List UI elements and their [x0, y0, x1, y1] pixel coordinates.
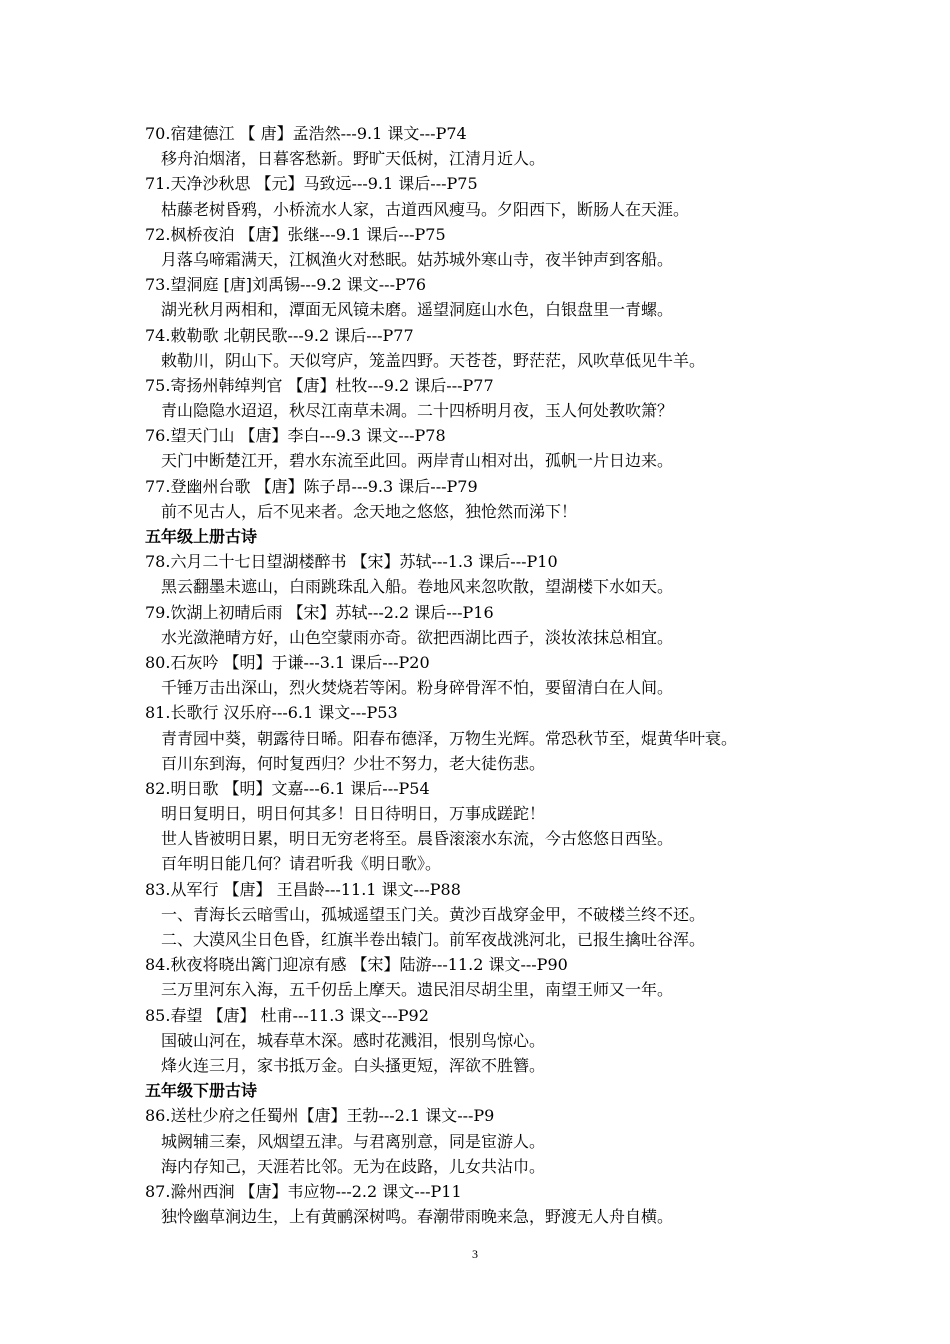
poem-title: 77.登幽州台歌 【唐】陈子昂---9.3 课后---P79: [145, 476, 478, 496]
poem-title: 84.秋夜将晓出篱门迎凉有感 【宋】陆游---11.2 课文---P90: [145, 955, 568, 975]
poem-verse: 烽火连三月，家书抵万金。白头搔更短，浑欲不胜簪。: [161, 1055, 546, 1075]
poem-verse: 百年明日能几何？请君听我《明日歌》。: [161, 854, 442, 874]
poem-verse: 独怜幽草涧边生，上有黄鹂深树鸣。春潮带雨晚来急，野渡无人舟自横。: [161, 1207, 674, 1227]
poem-verse: 青青园中葵，朝露待日晞。阳春布德泽，万物生光辉。常恐秋节至，焜黄华叶衰。: [161, 728, 738, 748]
poem-verse: 三万里河东入海，五千仞岳上摩天。遗民泪尽胡尘里，南望王师又一年。: [161, 980, 674, 1000]
poem-verse: 黑云翻墨未遮山，白雨跳珠乱入船。卷地风来忽吹散，望湖楼下水如天。: [161, 577, 674, 597]
poem-title: 83.从军行 【唐】 王昌龄---11.1 课文---P88: [145, 879, 461, 899]
poem-title: 82.明日歌 【明】文嘉---6.1 课后---P54: [145, 778, 430, 798]
poem-verse: 海内存知己，天涯若比邻。无为在歧路，儿女共沾巾。: [161, 1156, 546, 1176]
poem-verse: 一、青海长云暗雪山，孤城遥望玉门关。黄沙百战穿金甲，不破楼兰终不还。: [161, 904, 706, 924]
poem-verse: 湖光秋月两相和，潭面无风镜未磨。遥望洞庭山水色，白银盘里一青螺。: [161, 300, 674, 320]
poem-title: 86.送杜少府之任蜀州【唐】王勃---2.1 课文---P9: [145, 1106, 495, 1126]
poem-verse: 移舟泊烟渚，日暮客愁新。野旷天低树，江清月近人。: [161, 149, 546, 169]
poem-title: 76.望天门山 【唐】李白---9.3 课文---P78: [145, 426, 446, 446]
poem-verse: 千锤万击出深山，烈火焚烧若等闲。粉身碎骨浑不怕，要留清白在人间。: [161, 678, 674, 698]
poem-verse: 国破山河在，城春草木深。感时花溅泪，恨别鸟惊心。: [161, 1030, 546, 1050]
poem-title: 81.长歌行 汉乐府---6.1 课文---P53: [145, 703, 398, 723]
poem-title: 74.敕勒歌 北朝民歌---9.2 课后---P77: [145, 325, 414, 345]
poem-verse: 前不见古人，后不见来者。念天地之悠悠，独怆然而涕下！: [161, 501, 578, 521]
poem-title: 71.天净沙秋思 【元】马致远---9.1 课后---P75: [145, 174, 478, 194]
poem-title: 80.石灰吟 【明】于谦---3.1 课后---P20: [145, 652, 430, 672]
poem-verse: 月落乌啼霜满天，江枫渔火对愁眠。姑苏城外寒山寺，夜半钟声到客船。: [161, 249, 674, 269]
poem-verse: 明日复明日，明日何其多！日日待明日，万事成蹉跎！: [161, 804, 546, 824]
poem-verse: 枯藤老树昏鸦，小桥流水人家，古道西风瘦马。夕阳西下，断肠人在天涯。: [161, 199, 690, 219]
poem-title: 73.望洞庭 [唐]刘禹锡---9.2 课文---P76: [145, 275, 427, 295]
poem-verse: 城阙辅三秦，风烟望五津。与君离别意，同是宦游人。: [161, 1131, 546, 1151]
page-number: 3: [472, 1247, 478, 1261]
poem-title: 72.枫桥夜泊 【唐】张继---9.1 课后---P75: [145, 224, 446, 244]
poem-verse: 水光潋滟晴方好，山色空蒙雨亦奇。欲把西湖比西子，淡妆浓抹总相宜。: [161, 627, 674, 647]
poem-title: 79.饮湖上初晴后雨 【宋】苏轼---2.2 课后---P16: [145, 602, 494, 622]
poem-title: 70.宿建德江 【 唐】孟浩然---9.1 课文---P74: [145, 124, 467, 143]
poem-verse: 敕勒川，阴山下。天似穹庐，笼盖四野。天苍苍，野茫茫，风吹草低见牛羊。: [161, 350, 706, 370]
poem-verse: 天门中断楚江开，碧水东流至此回。两岸青山相对出，孤帆一片日边来。: [161, 451, 674, 471]
poem-list: [145, 121, 825, 1229]
poem-title: 78.六月二十七日望湖楼醉书 【宋】苏轼---1.3 课后---P10: [145, 552, 558, 572]
poem-title: 85.春望 【唐】 杜甫---11.3 课文---P92: [145, 1005, 429, 1025]
poem-verse: 百川东到海，何时复西归？少壮不努力，老大徒伤悲。: [161, 753, 546, 773]
poem-title: 87.滁州西涧 【唐】韦应物---2.2 课文---P11: [145, 1181, 462, 1201]
poem-verse: 青山隐隐水迢迢，秋尽江南草未凋。二十四桥明月夜，玉人何处教吹箫？: [161, 401, 674, 421]
poem-verse: 二、大漠风尘日色昏，红旗半卷出辕门。前军夜战洮河北，已报生擒吐谷浑。: [161, 930, 706, 949]
section-heading: 五年级下册古诗: [145, 1081, 258, 1101]
poem-title: 75.寄扬州韩绰判官 【唐】杜牧---9.2 课后---P77: [145, 375, 494, 395]
poem-verse: 世人皆被明日累，明日无穷老将至。晨昏滚滚水东流，今古悠悠日西坠。: [161, 829, 674, 849]
section-heading: 五年级上册古诗: [145, 527, 258, 546]
